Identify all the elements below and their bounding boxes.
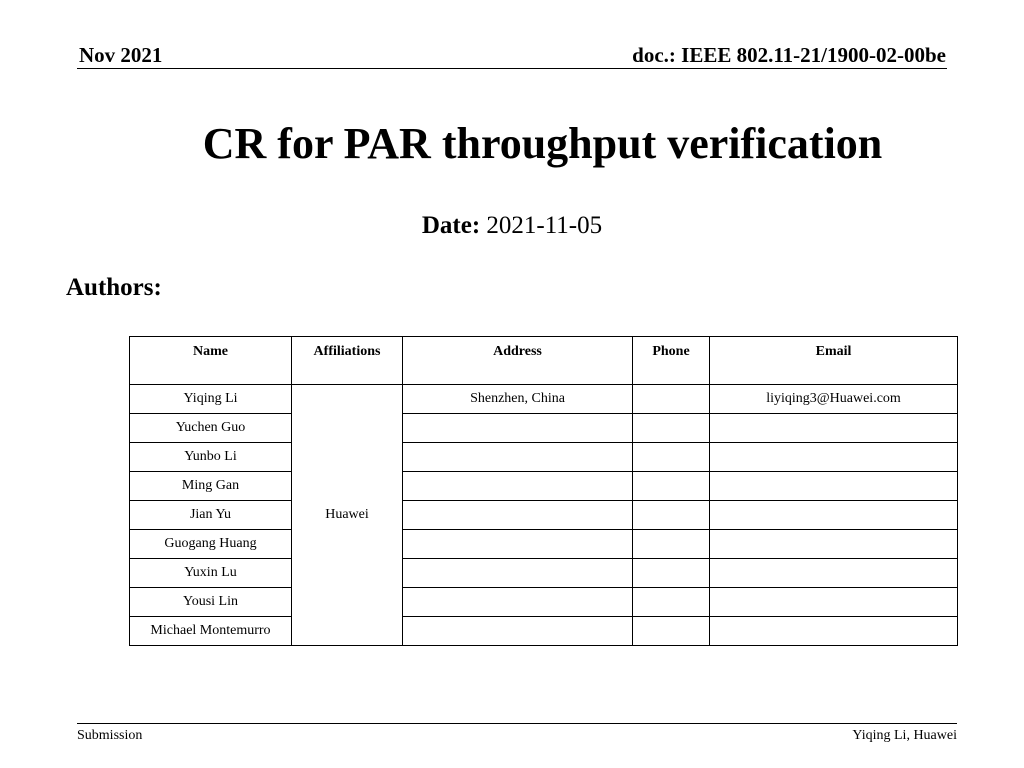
author-phone-cell xyxy=(633,385,710,414)
column-header-affiliations: Affiliations xyxy=(292,337,403,385)
header-divider xyxy=(77,68,947,69)
author-email-cell xyxy=(710,443,958,472)
table-row xyxy=(130,617,958,646)
affiliation-cell: Huawei xyxy=(292,385,403,646)
column-header-address: Address xyxy=(403,337,633,385)
authors-label: Authors: xyxy=(66,274,162,301)
date-value: 2021-11-05 xyxy=(486,212,603,239)
table-row xyxy=(130,385,958,414)
table-row xyxy=(130,443,958,472)
author-email-cell xyxy=(710,501,958,530)
author-phone-cell xyxy=(633,588,710,617)
author-address-cell xyxy=(403,617,633,646)
table-row xyxy=(130,472,958,501)
footer-author: Yiqing Li, Huawei xyxy=(852,728,957,743)
author-address-cell xyxy=(403,443,633,472)
author-email-cell xyxy=(710,472,958,501)
author-address-cell xyxy=(403,559,633,588)
author-name-cell: Guogang Huang xyxy=(130,530,292,559)
author-address-cell: Shenzhen, China xyxy=(403,385,633,414)
author-name-cell: Yuchen Guo xyxy=(130,414,292,443)
header-date: Nov 2021 xyxy=(79,43,163,67)
table-row xyxy=(130,588,958,617)
column-header-email: Email xyxy=(710,337,958,385)
author-phone-cell xyxy=(633,472,710,501)
author-phone-cell xyxy=(633,559,710,588)
header-doc-id: doc.: IEEE 802.11-21/1900-02-00be xyxy=(632,43,946,67)
author-name-cell: Yuxin Lu xyxy=(130,559,292,588)
table-row xyxy=(130,414,958,443)
table-row xyxy=(130,530,958,559)
author-email-cell: liyiqing3@Huawei.com xyxy=(710,385,958,414)
author-name-cell: Michael Montemurro xyxy=(130,617,292,646)
author-address-cell xyxy=(403,530,633,559)
author-phone-cell xyxy=(633,443,710,472)
table-header-row xyxy=(130,337,958,385)
authors-table xyxy=(129,336,958,646)
author-phone-cell xyxy=(633,501,710,530)
column-header-phone: Phone xyxy=(633,337,710,385)
author-phone-cell xyxy=(633,414,710,443)
table-row xyxy=(130,501,958,530)
column-header-name: Name xyxy=(130,337,292,385)
author-email-cell xyxy=(710,559,958,588)
author-name-cell: Yunbo Li xyxy=(130,443,292,472)
date-label: Date: xyxy=(421,212,481,239)
date-line xyxy=(0,210,1024,242)
author-email-cell xyxy=(710,588,958,617)
footer-divider xyxy=(77,723,957,724)
author-name-cell: Ming Gan xyxy=(130,472,292,501)
author-address-cell xyxy=(403,472,633,501)
author-name-cell: Jian Yu xyxy=(130,501,292,530)
author-email-cell xyxy=(710,617,958,646)
author-phone-cell xyxy=(633,530,710,559)
author-phone-cell xyxy=(633,617,710,646)
author-address-cell xyxy=(403,414,633,443)
footer-submission: Submission xyxy=(77,728,143,743)
slide-title: CR for PAR throughput verification xyxy=(202,119,883,168)
author-address-cell xyxy=(403,501,633,530)
author-name-cell: Yiqing Li xyxy=(130,385,292,414)
table-row xyxy=(130,559,958,588)
author-email-cell xyxy=(710,530,958,559)
author-name-cell: Yousi Lin xyxy=(130,588,292,617)
author-rows xyxy=(130,385,958,646)
author-address-cell xyxy=(403,588,633,617)
author-email-cell xyxy=(710,414,958,443)
